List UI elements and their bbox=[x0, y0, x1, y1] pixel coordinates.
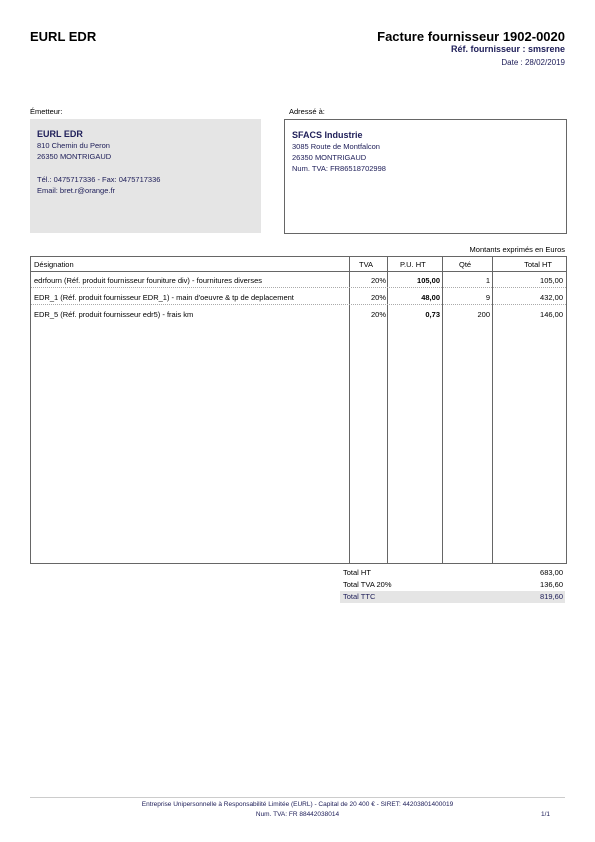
total-ht-row bbox=[340, 567, 565, 579]
total-ht-label: Total HT bbox=[343, 568, 371, 577]
supplier-reference: Réf. fournisseur : smsrene bbox=[450, 44, 565, 54]
footer-legal-line: Entreprise Unipersonnelle à Responsabilité Limitée (EURL) - Capital de 20 400 € - SIRET: 44203801400019 bbox=[141, 801, 454, 808]
line-items-table bbox=[30, 256, 567, 564]
page-number: 1/1 bbox=[540, 811, 550, 818]
row-total-ht: 105,00 bbox=[540, 276, 563, 285]
row-tva: 20% bbox=[370, 276, 386, 285]
header-designation: Désignation bbox=[34, 260, 74, 269]
sender-email: Email: bret.r@orange.fr bbox=[37, 186, 116, 195]
total-ttc-row bbox=[340, 591, 565, 603]
header-tva: TVA bbox=[359, 260, 374, 269]
recipient-address-line1: 3085 Route de Montfalcon bbox=[292, 142, 380, 151]
sender-name: EURL EDR bbox=[37, 129, 83, 139]
row-tva: 20% bbox=[370, 310, 386, 319]
sender-box bbox=[30, 119, 261, 233]
recipient-vat: Num. TVA: FR86518702998 bbox=[292, 164, 386, 173]
table-row bbox=[31, 273, 566, 288]
total-tva-value: 136,60 bbox=[540, 580, 563, 589]
footer-divider bbox=[30, 797, 565, 798]
row-designation: EDR_1 (Réf. produit fournisseur EDR_1) - main d'oeuvre & tp de deplacement bbox=[34, 293, 294, 302]
row-designation: EDR_5 (Réf. produit fournisseur edr5) - frais km bbox=[34, 310, 194, 319]
row-unit-price: 48,00 bbox=[421, 293, 440, 302]
row-unit-price: 105,00 bbox=[417, 276, 440, 285]
row-designation: edrfourn (Réf. produit fournisseur founiture div) - fournitures diverses bbox=[34, 276, 263, 285]
recipient-label: Adressé à: bbox=[289, 107, 325, 116]
invoice-title: Facture fournisseur 1902-0020 bbox=[377, 29, 565, 44]
company-title: EURL EDR bbox=[30, 29, 97, 44]
row-total-ht: 432,00 bbox=[540, 293, 563, 302]
invoice-date: Date : 28/02/2019 bbox=[501, 58, 565, 67]
header-qty: Qté bbox=[459, 260, 472, 269]
total-ht-value: 683,00 bbox=[540, 568, 563, 577]
table-row bbox=[31, 290, 566, 305]
recipient-address-line2: 26350 MONTRIGAUD bbox=[292, 153, 367, 162]
sender-label: Émetteur: bbox=[30, 107, 63, 116]
header-total-ht: Total HT bbox=[524, 260, 552, 269]
sender-phone-fax: Tél.: 0475717336 - Fax: 0475717336 bbox=[37, 175, 161, 184]
recipient-name: SFACS Industrie bbox=[292, 130, 363, 140]
header-pu-ht: P.U. HT bbox=[400, 260, 426, 269]
table-row bbox=[31, 307, 566, 321]
row-total-ht: 146,00 bbox=[540, 310, 563, 319]
footer-vat-line: Num. TVA: FR 88442038014 bbox=[255, 811, 340, 818]
row-unit-price: 0,73 bbox=[425, 310, 440, 319]
table-header-row bbox=[31, 257, 566, 272]
sender-address-line2: 26350 MONTRIGAUD bbox=[37, 152, 112, 161]
row-tva: 20% bbox=[370, 293, 386, 302]
recipient-box bbox=[284, 119, 567, 234]
row-qty: 1 bbox=[485, 276, 490, 285]
row-qty: 9 bbox=[485, 293, 490, 302]
row-qty: 200 bbox=[477, 310, 490, 319]
total-ttc-label: Total TTC bbox=[343, 592, 376, 601]
amount-currency-note: Montants exprimés en Euros bbox=[469, 245, 565, 254]
total-tva-row bbox=[340, 579, 565, 591]
sender-address-line1: 810 Chemin du Peron bbox=[37, 141, 110, 150]
total-tva-label: Total TVA 20% bbox=[343, 580, 392, 589]
total-ttc-value: 819,60 bbox=[540, 592, 563, 601]
